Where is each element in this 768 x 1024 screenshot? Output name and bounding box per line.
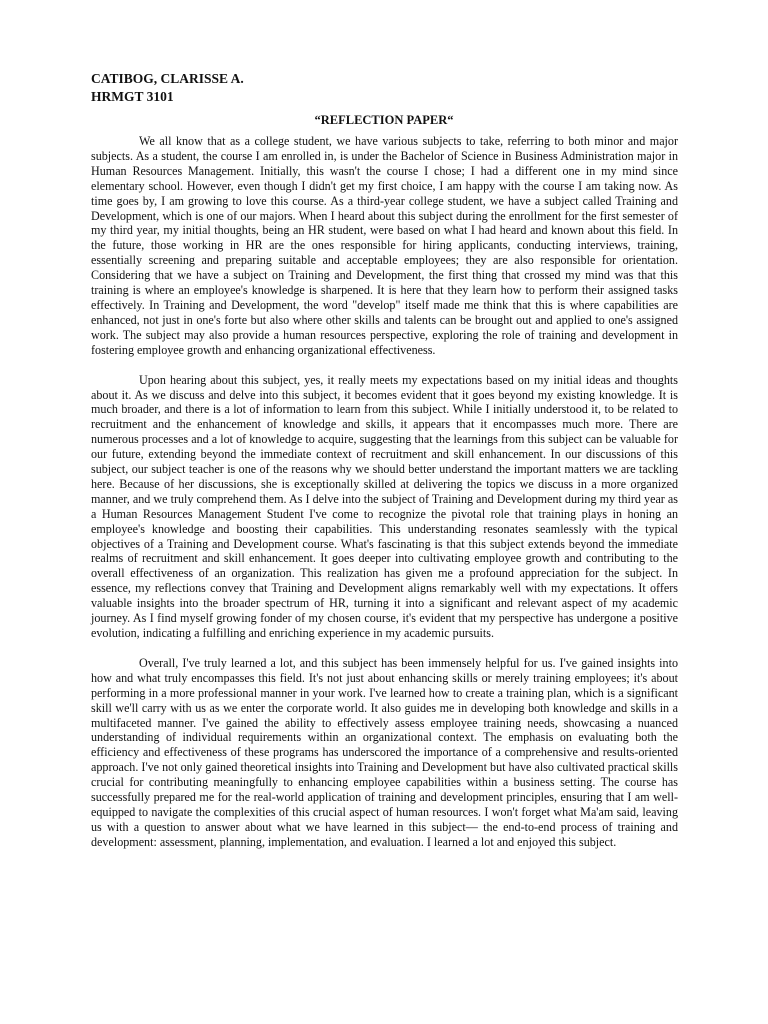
- course-code: HRMGT 3101: [91, 89, 174, 104]
- paper-title: “REFLECTION PAPER“: [314, 113, 454, 127]
- paper-body: [91, 134, 678, 865]
- paragraph-3: Overall, I've truly learned a lot, and this subject has been immensely helpful for us. I've gained insights into how and what truly encompasses this field. It's not just about enhancing skills or merely training employees; it's about performing in a more professional manner in your work. I've learned how to create a training plan, which is a significant skill we'll carry with us as we enter the corporate world. It also guides me in developing both knowledge and skills in a multifaceted manner. I've gained the ability to effectively assess employee training needs, showcasing a nuanced understanding of individual requirements within an organizational context. The emphasis on evaluating both the efficiency and effectiveness of these programs has underscored the importance of a comprehensive and results-oriented approach. I've not only gained theoretical insights into Training and Development but have also cultivated practical skills crucial for contributing meaningfully to enhancing employee capabilities within a business setting. The course has successfully prepared me for the real-world application of training and development principles, ensuring that I am well-equipped to navigate the complexities of this crucial aspect of human resources. I won't forget what Ma'am said, leaving us with a question to answer about what we have learned in this subject— the end-to-end process of training and development: assessment, planning, implementation, and evaluation. I learned a lot and enjoyed this subject.: [91, 655, 678, 849]
- document-header: [91, 70, 244, 106]
- paragraph-2: Upon hearing about this subject, yes, it really meets my expectations based on my initial ideas and thoughts about it. As we discuss and delve into this subject, it becomes evident that it goes beyond my existing knowledge. It is much broader, and there is a lot of information to learn from this subject. While I initially understood it, to be related to recruitment and the enhancement of knowledge and skills, it appears that it encompasses much more. There are numerous processes and a lot of knowledge to acquire, suggesting that the learnings from this subject can be valuable for our future, extending beyond the immediate context of recruitment and skill enhancement. In our discussions of this subject, our subject teacher is one of the reasons why we should better understand the important matters we are tackling here. Because of her discussions, she is exceptionally skilled at delivering the topics we discuss in a more organized manner, and we truly comprehend them. As I delve into the subject of Training and Development during my third year as a Human Resources Management Student I've come to recognize the pivotal role that training plays in honing an employee's knowledge and boosting their capabilities. This understanding resonates seamlessly with the typical objectives of a Training and Development course. What's fascinating is that this subject extends beyond the immediate realms of recruitment and skill enhancement. It goes deeper into cultivating employee growth and contributing to the overall effectiveness of an organization. This realization has given me a profound appreciation for the subject. In essence, my reflections convey that Training and Development aligns remarkably well with my expectations. It offers valuable insights into the broader spectrum of HR, turning it into a significant and relevant aspect of my academic journey. As I find myself growing fonder of my chosen course, it's evident that my perspective has undergone a positive evolution, indicating a fulfilling and enriching experience in my academic pursuits.: [91, 372, 678, 640]
- author-name: CATIBOG, CLARISSE A.: [91, 71, 244, 86]
- paragraph-1: We all know that as a college student, we have various subjects to take, referring to both minor and major subjects. As a student, the course I am enrolled in, is under the Bachelor of Science in Business Administration major in Human Resources Management. Initially, this wasn't the course I chose; I had a different one in my mind since elementary school. However, even though I didn't get my first choice, I am happy with the course I am taking now. As time goes by, I am growing to love this course. As a third-year college student, we have a subject called Training and Development, which is one of our majors. When I heard about this subject during the enrollment for the first semester of my third year, my initial thoughts, being an HR student, were based on what I had heard and known about this field. In the future, those working in HR are the ones responsible for hiring applicants, conducting interviews, training, essentially screening and preparing suitable and acceptable employees; they are also responsible for orientation. Considering that we have a subject on Training and Development, the first thing that crossed my mind was that this training is where an employee's knowledge is sharpened. It is here that they learn how to perform their assigned tasks effectively. In Training and Development, the word "develop" itself made me think that this is where capabilities are enhanced, not just in one's forte but also where other skills and talents can be brought out and applied to one's assigned work. The subject may also provide a human resources perspective, exploring the role of training and development in fostering employee growth and enhancing organizational effectiveness.: [91, 134, 678, 357]
